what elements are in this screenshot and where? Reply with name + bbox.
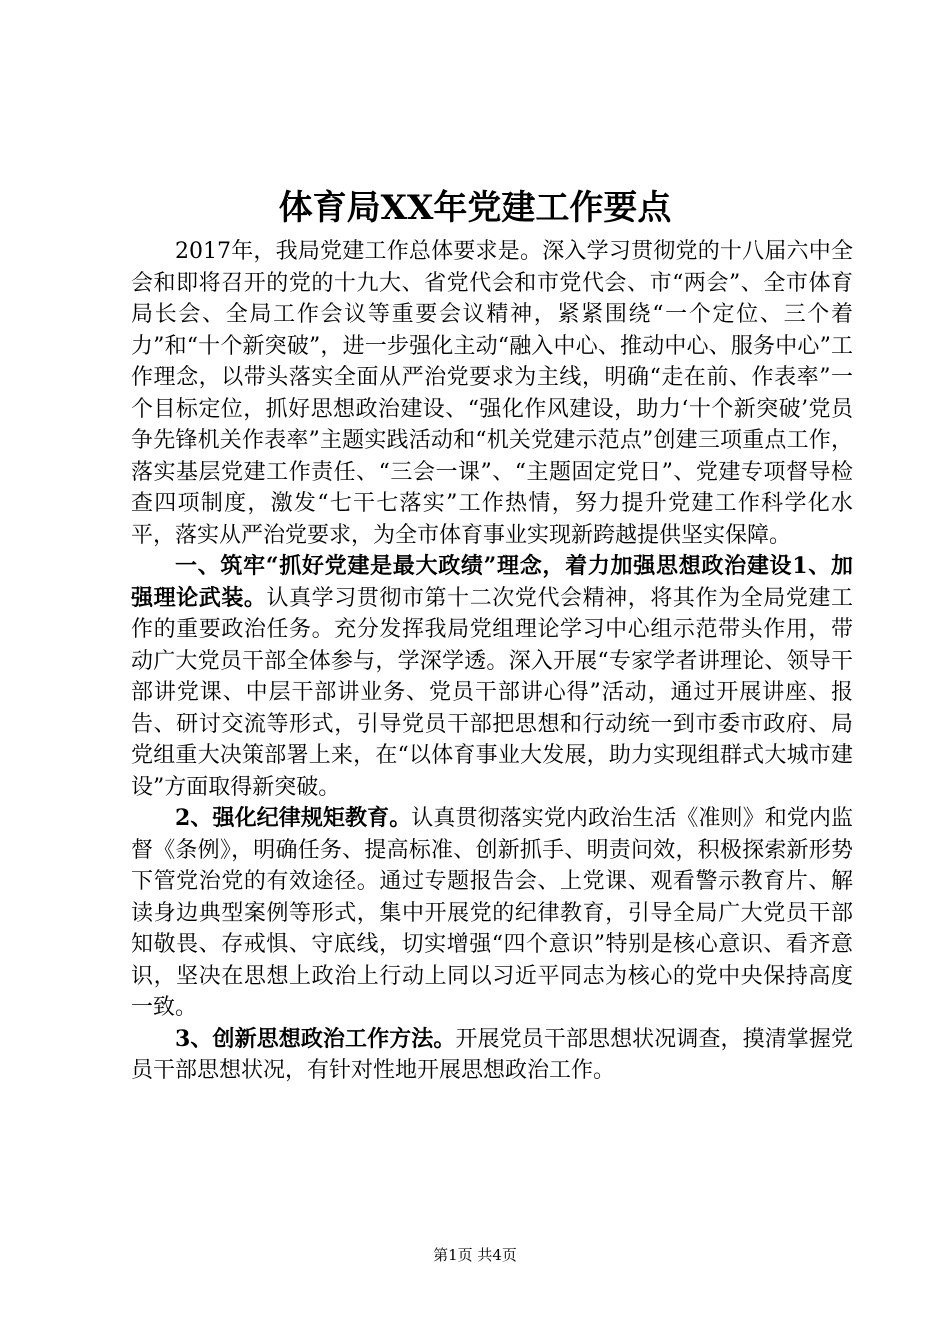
- paragraph-section-1: [131, 551, 853, 803]
- paragraph-lead: 3、创新思想政治工作方法。: [175, 1025, 456, 1052]
- paragraph-item-3: [131, 1024, 853, 1087]
- paragraph-lead: 2、强化纪律规矩教育。: [175, 805, 412, 831]
- document-title: 体育局XX年党建工作要点: [278, 188, 672, 228]
- paragraph-intro: [131, 236, 853, 551]
- document-body: [131, 236, 853, 1087]
- paragraph-text: 开展党员干部思想状况调查，摸清掌握党员干部思想状况，有针对性地开展思想政治工作。: [131, 1026, 853, 1083]
- paragraph-lead: 一、筑牢“抓好党建是最大政绩”理念，着力加强思想政治建设1、加强理论武装。: [131, 553, 853, 611]
- paragraph-text: 认真学习贯彻市第十二次党代会精神，将其作为全局党建工作的重要政治任务。充分发挥我局党组理论学习中心组示范带头作用，带动广大党员干部全体参与，学深学透。深入开展“专家学者讲理论、领导干部讲党课、中层干部讲业务、党员干部讲心得”活动，通过开展讲座、报告、研讨交流等形式，引导党员干部把思想和行动统一到市委市政府、局党组重大决策部署上来，在“以体育事业大发展，助力实现组群式大城市建设”方面取得新突破。: [131, 585, 853, 800]
- page-number-footer: 第1页 共4页: [433, 1246, 517, 1264]
- paragraph-item-2: [131, 803, 853, 1024]
- paragraph-text: 认真贯彻落实党内政治生活《准则》和党内监督《条例》，明确任务、提高标准、创新抓手、明责问效，积极探索新形势下管党治党的有效途径。通过专题报告会、上党课、观看警示教育片、解读身边典型案例等形式，集中开展党的纪律教育，引导全局广大党员干部知敬畏、存戒惧、守底线，切实增强“四个意识”特别是核心意识、看齐意识，坚决在思想上政治上行动上同以习近平同志为核心的党中央保持高度一致。: [131, 806, 853, 1020]
- paragraph-text: 2017年，我局党建工作总体要求是。深入学习贯彻党的十八届六中全会和即将召开的党的十九大、省党代会和市党代会、市“两会”、全市体育局长会、全局工作会议等重要会议精神，紧紧围绕“一个定位、三个着力”和“十个新突破”，进一步强化主动“融入中心、推动中心、服务中心”工作理念，以带头落实全面从严治党要求为主线，明确“走在前、作表率”一个目标定位，抓好思想政治建设、“强化作风建设，助力‘十个新突破’党员争先锋机关作表率”主题实践活动和“机关党建示范点”创建三项重点工作，落实基层党建工作责任、“三会一课”、“主题固定党日”、党建专项督导检查四项制度，激发“七干七落实”工作热情，努力提升党建工作科学化水平，落实从严治党要求，为全市体育事业实现新跨越提供坚实保障。: [131, 239, 853, 548]
